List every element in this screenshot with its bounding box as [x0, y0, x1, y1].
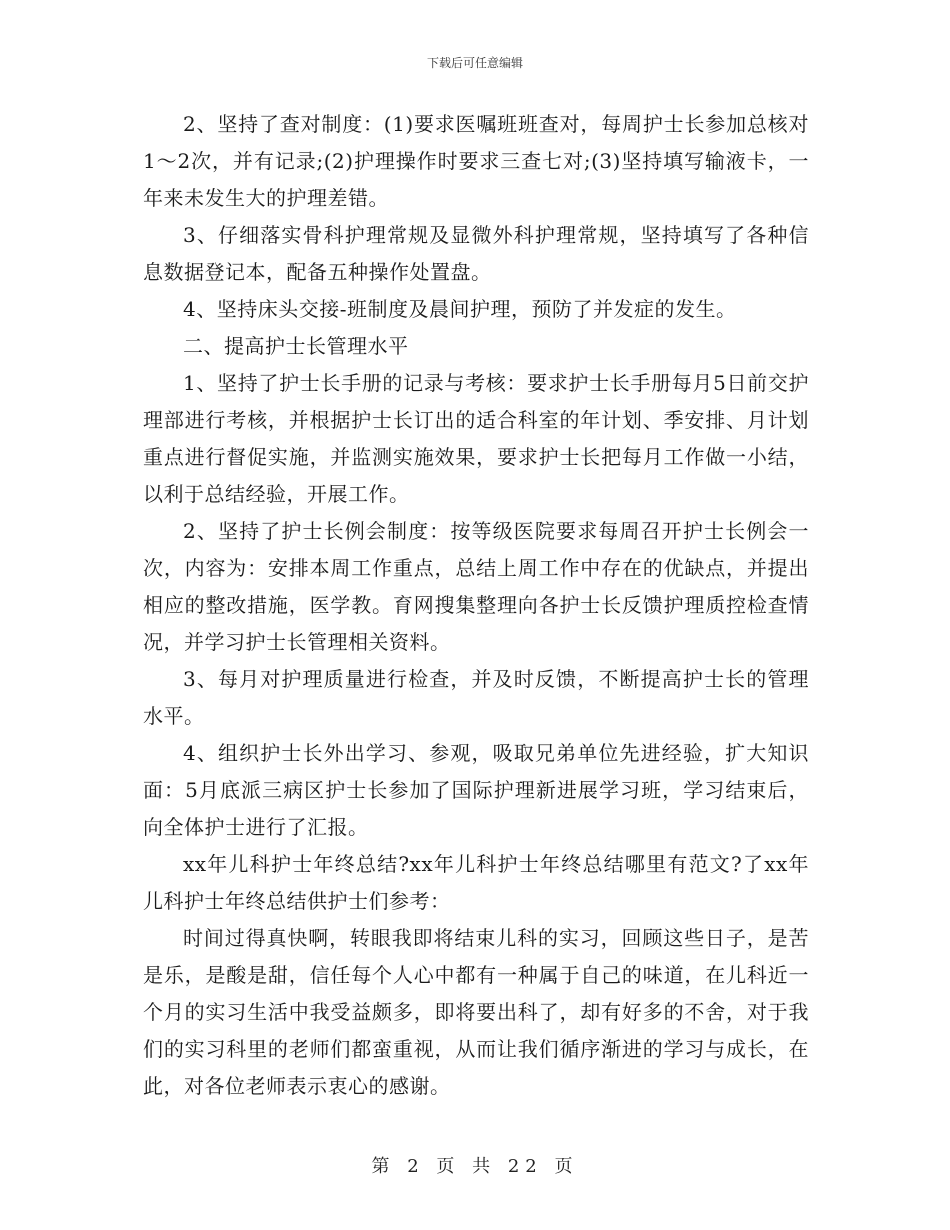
page-number-footer: 第 2 页 共 22 页 — [371, 1156, 579, 1177]
paragraph-bedside-handover: 4、坚持床头交接-班制度及晨间护理，预防了并发症的发生。 — [183, 297, 737, 321]
paragraph-pediatric-summary-intro: xx年儿科护士年终总结?xx年儿科护士年终总结哪里有范文?了xx年儿科护士年终总结供护士们参考： — [143, 852, 809, 913]
paragraph-orthopedic-routine: 3、仔细落实骨科护理常规及显微外科护理常规，坚持填写了各种信息数据登记本，配备五种操作处置盘。 — [143, 223, 809, 284]
document-body — [143, 106, 809, 1105]
paragraph-external-study: 4、组织护士长外出学习、参观，吸取兄弟单位先进经验，扩大知识面：5月底派三病区护士长参加了国际护理新进展学习班，学习结束后，向全体护士进行了汇报。 — [143, 741, 809, 839]
paragraph-monthly-inspection: 3、每月对护理质量进行检查，并及时反馈，不断提高护士长的管理水平。 — [143, 667, 809, 728]
paragraph-weekly-meeting: 2、坚持了护士长例会制度：按等级医院要求每周召开护士长例会一次，内容为：安排本周工作重点，总结上周工作中存在的优缺点，并提出相应的整改措施，医学教。育网搜集整理向各护士长反馈护理质控检查情况，并学习护士长管理相关资料。 — [143, 519, 809, 654]
paragraph-head-nurse-manual: 1、坚持了护士长手册的记录与考核：要求护士长手册每月5日前交护理部进行考核，并根据护士长订出的适合科室的年计划、季安排、月计划重点进行督促实施，并监测实施效果，要求护士长把每月工作做一小结，以利于总结经验，开展工作。 — [143, 371, 809, 506]
section-heading-management: 二、提高护士长管理水平 — [183, 334, 409, 358]
paragraph-check-system: 2、坚持了查对制度：(1)要求医嘱班班查对，每周护士长参加总核对1～2次，并有记录;(2)护理操作时要求三查七对;(3)坚持填写输液卡，一年来未发生大的护理差错。 — [143, 112, 809, 210]
paragraph-internship-reflection: 时间过得真快啊，转眼我即将结束儿科的实习，回顾这些日子，是苦是乐，是酸是甜，信任每个人心中都有一种属于自己的味道，在儿科近一个月的实习生活中我受益颇多，即将要出科了，却有好多的不舍，对于我们的实习科里的老师们都蛮重视，从而让我们循序渐进的学习与成长，在此，对各位老师表示衷心的感谢。 — [143, 926, 809, 1098]
header-note: 下载后可任意编辑 — [426, 56, 523, 70]
